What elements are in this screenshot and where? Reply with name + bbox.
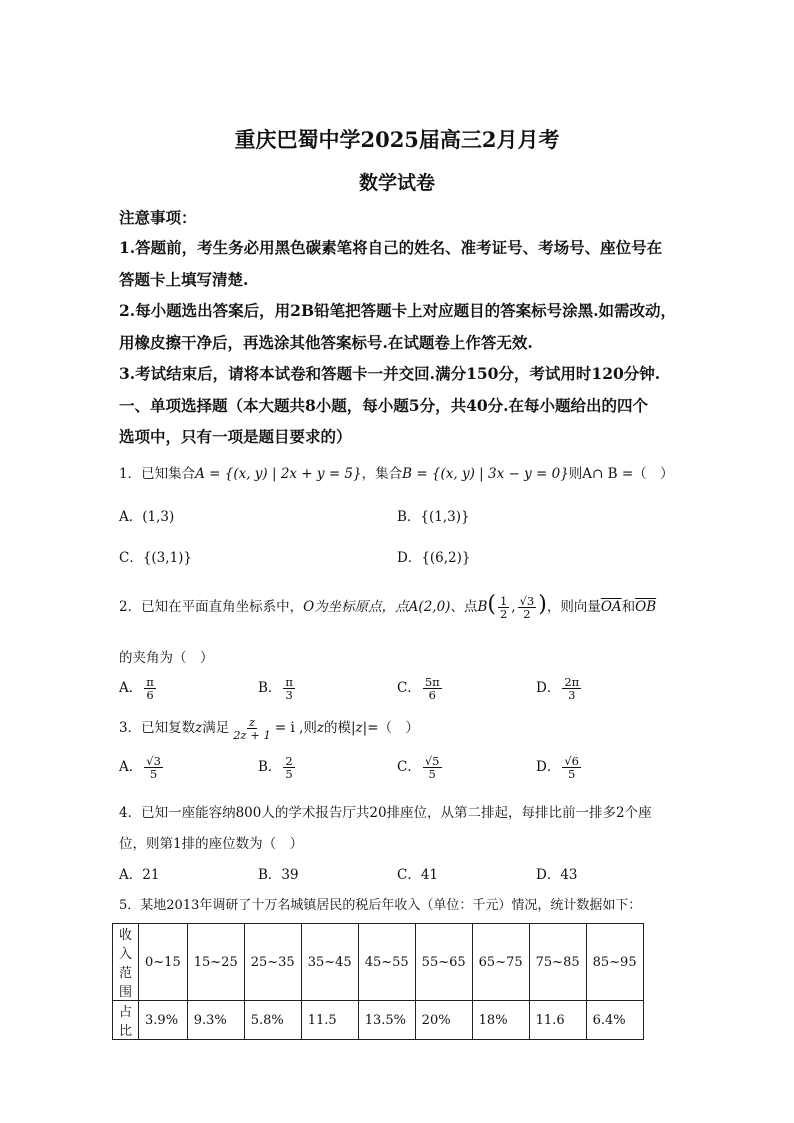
q2-point-b: B: [477, 599, 488, 615]
table-cell: 75~85: [529, 924, 586, 1001]
q1-set-a: A = {(x, y) | 2x + y = 5}: [195, 466, 362, 482]
table-cell: 55~65: [415, 924, 472, 1001]
question-1-stem: [119, 462, 674, 482]
table-row: [113, 924, 644, 1001]
notice-item-2-line-2: 用橡皮擦干净后，再选涂其他答案标号.在试题卷上作答无效.: [119, 333, 533, 352]
q4-option-b[interactable]: B．39: [258, 867, 299, 883]
q2-option-c[interactable]: C． $\frac{5\pi}{6}$: [397, 675, 440, 703]
exam-title: 重庆巴蜀中学2025届高三2月月考: [234, 127, 560, 152]
section-1-heading-line-1: 一、单项选择题（本大题共8小题，每小题5分，共40分.在每小题给出的四个: [119, 396, 649, 415]
q2-option-a[interactable]: A． $\frac{\pi}{6}$: [119, 675, 154, 703]
q1-option-d[interactable]: D．{(6,2)}: [397, 550, 471, 566]
table-header-cell: 占比: [113, 1001, 139, 1040]
notice-item-1-line-2: 答题卡上填写清楚.: [119, 270, 249, 289]
notice-item-3: 3.考试结束后，请将本试卷和答题卡一并交回.满分150分，考试用时120分钟.: [119, 364, 661, 383]
q2-and: 和: [621, 599, 636, 615]
notice-item-2-line-1: 2.每小题选出答案后，用2B铅笔把答题卡上对应题目的答案标号涂黑.如需改动，: [119, 301, 676, 320]
q2-b-x: $\frac{1}{2}$: [499, 593, 508, 621]
table-cell: 11.5: [301, 1001, 358, 1040]
table-cell: 3.9%: [139, 1001, 188, 1040]
q2-point-a: A(2,0): [408, 599, 451, 615]
question-2-stem: 2．已知在平面直角坐标系中，O为坐标原点，点A(2,0)、点B( $\frac{1}{2}$ , $\frac{√3}{2}$ )，则向量$\overline{OA}$和$\overline{OB}$: [119, 592, 657, 621]
table-cell: 15~25: [187, 924, 244, 1001]
table-cell: 85~95: [586, 924, 643, 1001]
exam-subtitle: 数学试卷: [358, 172, 435, 194]
q2-vector-ob: $\overline{OB}$: [635, 599, 657, 615]
question-4-line-1: 4．已知一座能容纳800人的学术报告厅共20排座位，从第二排起，每排比前一排多2个座: [119, 805, 652, 821]
q1-option-a[interactable]: A．(1,3): [119, 509, 175, 525]
section-1-heading-line-2: 选项中，只有一项是题目要求的）: [119, 427, 352, 446]
question-3-stem: 3．已知复数z满足 $\frac{z}{2z + 1}$ = i ,则z的模|z|=（ ）: [119, 715, 420, 743]
table-cell: 13.5%: [358, 1001, 415, 1040]
q2-b-y: $\frac{√3}{2}$: [519, 593, 535, 621]
q1-suffix: 则A∩ B =（ ）: [568, 466, 674, 482]
q2-stem-line-2: 的夹角为（ ）: [119, 650, 214, 666]
q3-option-c[interactable]: C． $\frac{√5}{5}$: [397, 754, 440, 782]
q2-option-b[interactable]: B． $\frac{\pi}{3}$: [258, 675, 293, 703]
table-cell: 5.8%: [244, 1001, 301, 1040]
table-cell: 45~55: [358, 924, 415, 1001]
table-header-cell: 收入范围: [113, 924, 139, 1001]
question-4-line-2: 位，则第1排的座位数为（ ）: [119, 836, 304, 852]
q2-mid: 、点: [450, 599, 478, 615]
income-table: [112, 923, 644, 1040]
table-cell: 11.6: [529, 1001, 586, 1040]
table-cell: 35~45: [301, 924, 358, 1001]
q2-prefix: 2．已知在平面直角坐标系中，: [119, 599, 304, 615]
table-cell: 25~35: [244, 924, 301, 1001]
q3-fraction: $\frac{z}{2z + 1}$: [233, 715, 271, 743]
table-cell: 6.4%: [586, 1001, 643, 1040]
table-cell: 9.3%: [187, 1001, 244, 1040]
q3-option-b[interactable]: B． $\frac{2}{5}$: [258, 754, 293, 782]
q1-option-c[interactable]: C．{(3,1)}: [119, 550, 193, 566]
q3-option-a[interactable]: A． $\frac{√3}{5}$: [119, 754, 161, 782]
table-row: [113, 1001, 644, 1040]
q2-suffix: ，则向量: [546, 599, 601, 615]
q1-option-b[interactable]: B．{(1,3)}: [397, 509, 470, 525]
q4-option-d[interactable]: D．43: [536, 867, 578, 883]
table-cell: 20%: [415, 1001, 472, 1040]
q1-set-b: B = {(x, y) | 3x − y = 0}: [402, 466, 569, 482]
question-5-stem: 5．某地2013年调研了十万名城镇居民的税后年收入（单位：千元）情况，统计数据如下：: [119, 898, 642, 913]
notice-item-1-line-1: 1.答题前，考生务必用黑色碳素笔将自己的姓名、准考证号、考场号、座位号在: [119, 238, 663, 257]
q2-o-text: O为坐标原点，点: [303, 599, 409, 615]
q3-option-d[interactable]: D． $\frac{√6}{5}$: [536, 754, 579, 782]
q2-vector-oa: $\overline{OA}$: [600, 599, 622, 615]
table-cell: 65~75: [472, 924, 529, 1001]
q1-mid: ，集合: [361, 466, 403, 482]
table-cell: 18%: [472, 1001, 529, 1040]
table-cell: 0~15: [139, 924, 188, 1001]
q1-prefix: 1．已知集合: [119, 466, 196, 482]
q2-option-d[interactable]: D． $\frac{2\pi}{3}$: [536, 675, 580, 703]
notice-heading: 注意事项：: [119, 208, 197, 227]
q4-option-c[interactable]: C．41: [397, 867, 439, 883]
q4-option-a[interactable]: A．21: [119, 867, 160, 883]
